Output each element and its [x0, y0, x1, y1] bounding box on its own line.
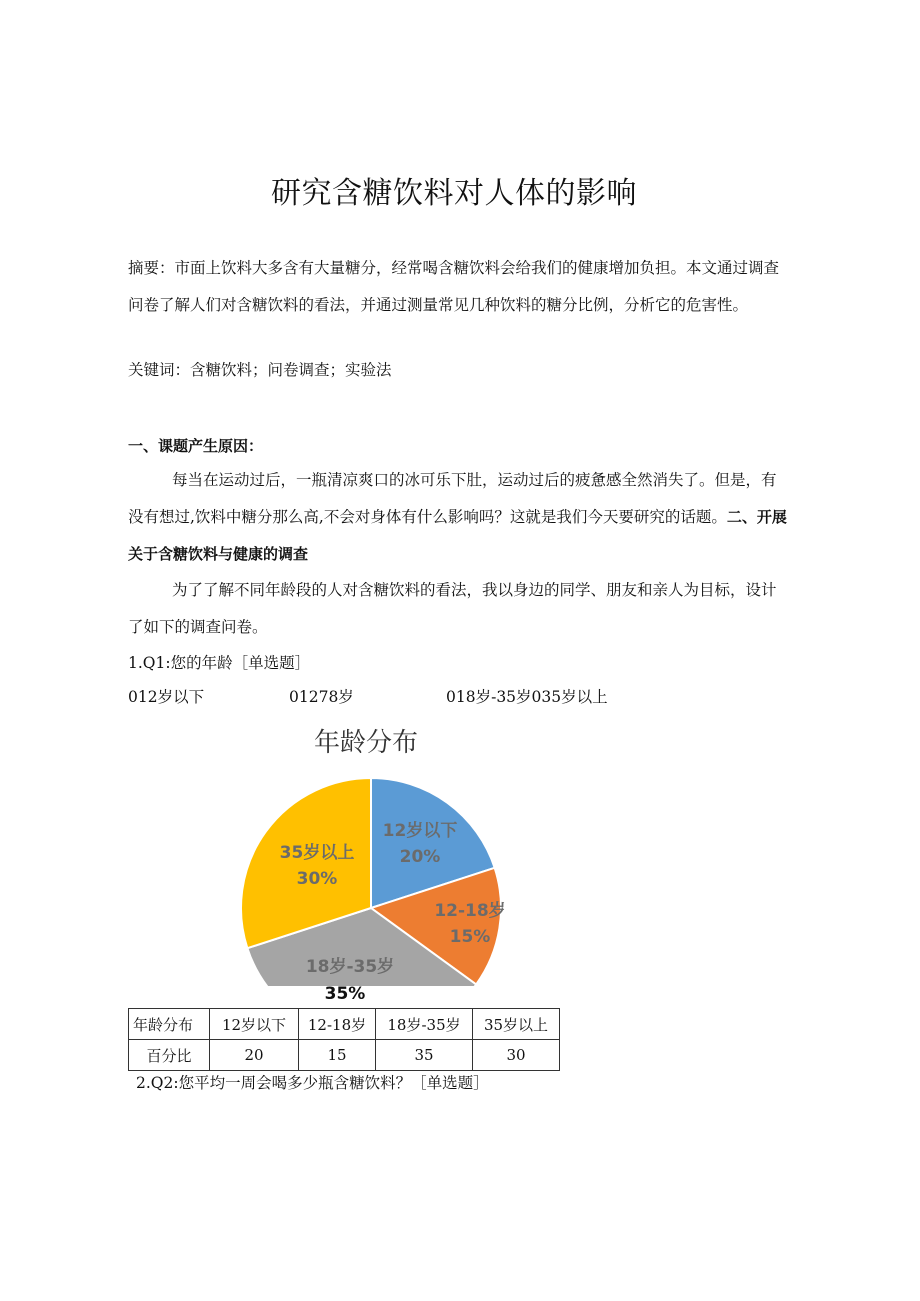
table-header-cell: 35岁以上 — [473, 1009, 560, 1040]
q2-question: 2.Q2:您平均一周会喝多少瓶含糖饮料？［单选题］ — [136, 1074, 489, 1092]
section1-heading: 一、课题产生原因： — [128, 437, 264, 455]
document-title: 研究含糖饮料对人体的影响 — [271, 176, 637, 211]
q1-question: 1.Q1:您的年龄［单选题］ — [128, 654, 311, 672]
pie-label-12-18-value: 15% — [449, 927, 491, 947]
chart-title: 年龄分布 — [313, 728, 418, 758]
pie-label-over-35 — [262, 840, 372, 892]
pie-label-under-12 — [368, 818, 472, 870]
section2-paragraph: 为了了解不同年龄段的人对含糖饮料的看法，我以身边的同学、朋友和亲人为目标，设计了如下的调查问卷。 — [128, 581, 777, 636]
table-cell: 20 — [210, 1040, 299, 1071]
q1-option-cd: 018岁-35岁035岁以上 — [446, 688, 608, 706]
keywords-line: 关键词：含糖饮料；问卷调查；实验法 — [128, 361, 392, 379]
pie-label-18-35-value: 35% — [324, 984, 366, 1004]
table-header-label: 年龄分布 — [129, 1009, 210, 1040]
table-header-cell: 12岁以下 — [210, 1009, 299, 1040]
table-row — [129, 1040, 560, 1071]
section1-paragraph — [128, 462, 788, 573]
pie-label-over-35-name: 35岁以上 — [279, 843, 355, 863]
age-distribution-table — [128, 1008, 560, 1071]
section1-body: 每当在运动过后，一瓶清凉爽口的冰可乐下肚，运动过后的疲惫感全然消失了。但是，有没有想过,饮料中糖分那么高,不会对身体有什么影响吗？这就是我们今天要研究的话题。 — [128, 471, 777, 526]
section2-heading: 二、开展关于含糖饮料与健康的调查 — [128, 508, 787, 563]
pie-label-18-35-name: 18岁-35岁 — [305, 957, 395, 977]
table-header-cell: 18岁-35岁 — [376, 1009, 473, 1040]
table-cell: 15 — [299, 1040, 376, 1071]
q1-option-a: 012岁以下 — [128, 688, 205, 706]
pie-label-under-12-name: 12岁以下 — [382, 821, 458, 841]
pie-label-12-18-name: 12-18岁 — [434, 901, 506, 921]
pie-label-over-35-value: 30% — [296, 869, 338, 889]
table-header-cell: 12-18岁 — [299, 1009, 376, 1040]
table-cell: 35 — [376, 1040, 473, 1071]
q1-option-b: 01278岁 — [289, 688, 354, 706]
pie-label-18-35 — [290, 954, 410, 980]
table-row-label: 百分比 — [129, 1040, 210, 1071]
table-header-row — [129, 1009, 560, 1040]
table-cell: 30 — [473, 1040, 560, 1071]
pie-label-under-12-value: 20% — [399, 847, 441, 867]
abstract-paragraph: 摘要：市面上饮料大多含有大量糖分，经常喝含糖饮料会给我们的健康增加负担。本文通过调查问卷了解人们对含糖饮料的看法，并通过测量常见几种饮料的糖分比例，分析它的危害性。 — [128, 259, 780, 314]
pie-label-12-18 — [420, 898, 520, 950]
